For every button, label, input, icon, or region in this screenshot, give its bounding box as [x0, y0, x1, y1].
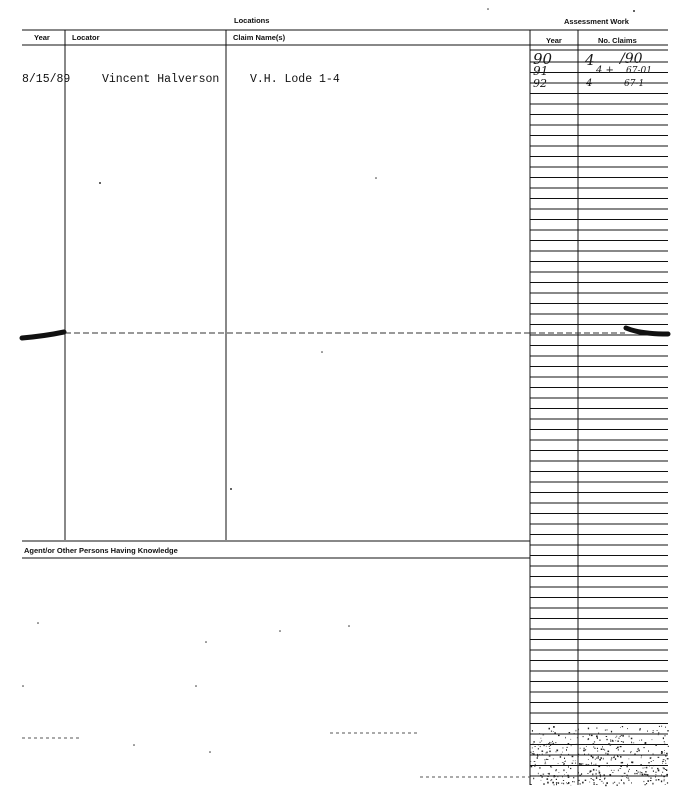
assessment-claims-3: 4	[586, 78, 593, 89]
location-year: 8/15/89	[22, 73, 71, 86]
assessment-year-2: 91	[533, 64, 549, 78]
locator-column-header: Locator	[72, 33, 100, 42]
assessment-note-1: /90	[620, 51, 643, 67]
locator-name: Vincent Halverson	[102, 73, 220, 86]
claim-names: V.H. Lode 1-4	[250, 73, 340, 86]
no-claims-column-header: No. Claims	[598, 36, 637, 45]
assessment-claims-1: 4	[585, 51, 595, 69]
agent-section-header: Agent/or Other Persons Having Knowledge	[24, 546, 178, 555]
assessment-claims-2: 4 +	[596, 65, 614, 76]
assessment-note-2: 67-01	[626, 66, 652, 76]
year-column-header: Year	[34, 33, 50, 42]
assessment-year-column-header: Year	[546, 36, 562, 45]
assessment-year-1: 90	[533, 50, 553, 68]
assessment-year-3: 92	[533, 77, 547, 90]
locations-header: Locations	[234, 16, 270, 25]
claim-names-column-header: Claim Name(s)	[233, 33, 286, 42]
assessment-note-3: 67-1	[624, 79, 645, 89]
assessment-work-header: Assessment Work	[564, 17, 629, 26]
